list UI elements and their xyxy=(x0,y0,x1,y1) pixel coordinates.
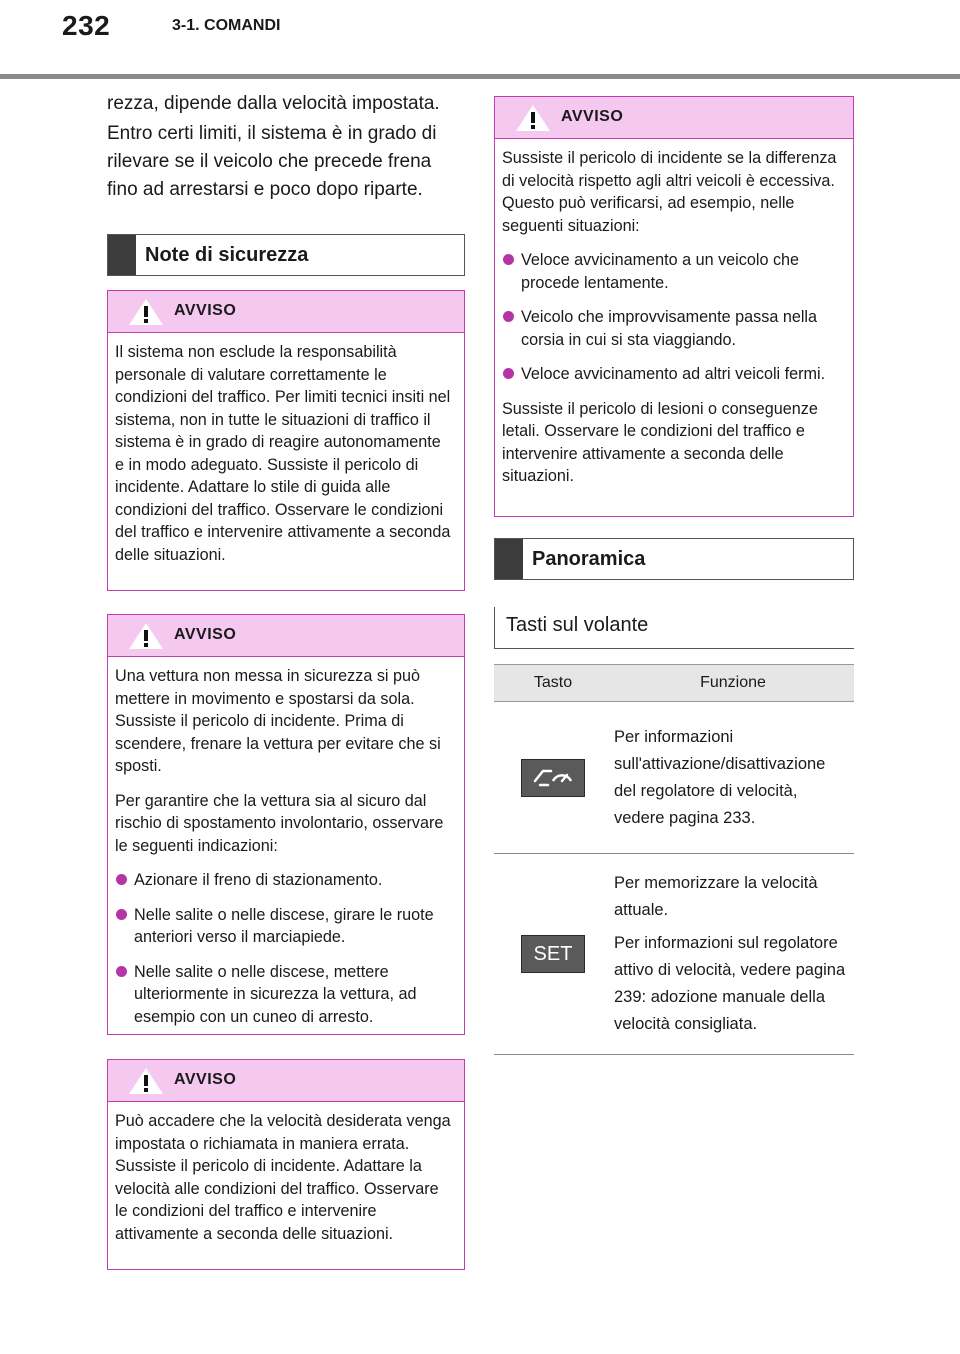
bullet-item xyxy=(502,249,841,294)
bullet-text: Nelle salite o nelle discese, mettere ulteriormente in sicurezza la vettura, ad esempio con un cuneo di arresto. xyxy=(134,962,417,1026)
warning-text: Può accadere che la velocità desiderata venga impostata o richiamata in maniera errata. Sussiste il pericolo di incidente. Adattare la velocità alle condizioni del traffico. Osservare le condizioni del traffico e intervenire attivamente a seconda delle situazioni. xyxy=(115,1112,451,1243)
warning-title: AVVISO xyxy=(174,626,237,643)
bullet-text: Azionare il freno di stazionamento. xyxy=(134,871,383,889)
warning-box xyxy=(107,290,465,591)
warning-body xyxy=(108,657,464,1038)
subsection-heading xyxy=(494,607,854,649)
bullet-dot-icon xyxy=(503,311,514,322)
table-header-row xyxy=(494,665,854,702)
table-row xyxy=(494,702,854,854)
bullet-text: Nelle salite o nelle discese, girare le ruote anteriori verso il marciapiede. xyxy=(134,905,434,946)
function-cell xyxy=(612,854,854,1055)
warning-triangle-icon xyxy=(128,298,164,326)
function-cell xyxy=(612,702,854,854)
intro-paragraph: Entro certi limiti, il sistema è in grado di rilevare se il veicolo che precede frena fino ad arrestarsi e poco dopo riparte. xyxy=(107,123,437,200)
warning-text: Sussiste il pericolo di lesioni o conseguenze letali. Osservare le condizioni del traffico e intervenire attivamente a seconda delle situazioni. xyxy=(502,399,818,485)
warning-title: AVVISO xyxy=(174,302,237,319)
section-title: 3-1. COMANDI xyxy=(172,17,281,34)
set-key xyxy=(521,935,585,973)
key-cell xyxy=(494,702,612,854)
heading-text: Panoramica xyxy=(532,547,646,570)
function-text: Per memorizzare la velocità attuale. xyxy=(614,874,818,919)
bullet-dot-icon xyxy=(503,254,514,265)
function-text: Per informazioni sul regolatore attivo di velocità, vedere pagina 239: adozione manuale della velocità consigliata. xyxy=(614,934,846,1033)
bullet-text: Veicolo che improvvisamente passa nella corsia in cui si sta viaggiando. xyxy=(521,308,818,349)
warning-text: Una vettura non messa in sicurezza si può mettere in movimento e spostarsi da sola. Sussiste il pericolo di incidente. Prima di scendere, frenare la vettura per evitare che si sposti. xyxy=(115,667,441,775)
warning-body xyxy=(108,333,464,576)
warning-body xyxy=(495,139,853,498)
warning-box xyxy=(107,614,465,1035)
bullet-dot-icon xyxy=(116,874,127,885)
section-heading-overview xyxy=(494,538,854,580)
warning-body xyxy=(108,1102,464,1255)
table-row xyxy=(494,854,854,1055)
bullet-item xyxy=(115,869,452,892)
bullet-dot-icon xyxy=(116,909,127,920)
bullet-item xyxy=(502,306,841,351)
bullet-dot-icon xyxy=(503,368,514,379)
warning-header xyxy=(108,291,464,333)
warning-text: Per garantire che la vettura sia al sicuro dal rischio di spostamento involontario, osservare le seguenti indicazioni: xyxy=(115,791,444,855)
warning-title: AVVISO xyxy=(174,1071,237,1088)
warning-text: Il sistema non esclude la responsabilità personale di valutare correttamente le condizioni del traffico. Per limiti tecnici insiti nel sistema, non in tutte le situazioni di traffico il sistema è in grado di reagire autonomamente e in modo adeguato. Sussiste il pericolo di incidente. Adattare lo stile di guida alle condizioni del traffico. Osservare le condizioni del traffico e intervenire attivamente a seconda delle situazioni. xyxy=(115,343,451,564)
bullet-item xyxy=(115,904,452,949)
intro-paragraph: rezza, dipende dalla velocità impostata. xyxy=(107,93,440,114)
column-header: Funzione xyxy=(612,665,854,702)
heading-text: Note di sicurezza xyxy=(145,243,309,266)
bullet-item xyxy=(115,961,452,1029)
warning-text: Sussiste il pericolo di incidente se la differenza di velocità rispetto agli altri veicoli è eccessiva. Questo può verificarsi, ad esempio, nelle seguenti situazioni: xyxy=(502,149,837,235)
cruise-control-key xyxy=(521,759,585,797)
cruise-control-icon xyxy=(531,765,575,791)
bullet-text: Veloce avvicinamento a un veicolo che procede lentamente. xyxy=(521,251,800,292)
warning-triangle-icon xyxy=(128,1067,164,1095)
column-header: Tasto xyxy=(494,665,612,702)
page-number: 232 xyxy=(62,10,111,41)
bullet-text: Veloce avvicinamento ad altri veicoli fermi. xyxy=(521,365,826,383)
function-text: Per informazioni sull'attivazione/disattivazione del regolatore di velocità, vedere pagina 233. xyxy=(614,727,826,827)
warning-header xyxy=(495,97,853,139)
subsection-title: Tasti sul volante xyxy=(506,614,649,636)
warning-header xyxy=(108,615,464,657)
warning-triangle-icon xyxy=(128,622,164,650)
heading-bar xyxy=(495,539,523,579)
warning-header xyxy=(108,1060,464,1102)
steering-keys-table xyxy=(494,664,854,1055)
section-heading-safety xyxy=(107,234,465,276)
warning-box xyxy=(107,1059,465,1270)
warning-box xyxy=(494,96,854,517)
warning-title: AVVISO xyxy=(561,108,624,125)
key-cell xyxy=(494,854,612,1055)
warning-triangle-icon xyxy=(515,104,551,132)
header-rule xyxy=(0,74,960,79)
bullet-dot-icon xyxy=(116,966,127,977)
heading-bar xyxy=(108,235,136,275)
set-key-label: SET xyxy=(533,942,573,965)
bullet-item xyxy=(502,363,841,386)
